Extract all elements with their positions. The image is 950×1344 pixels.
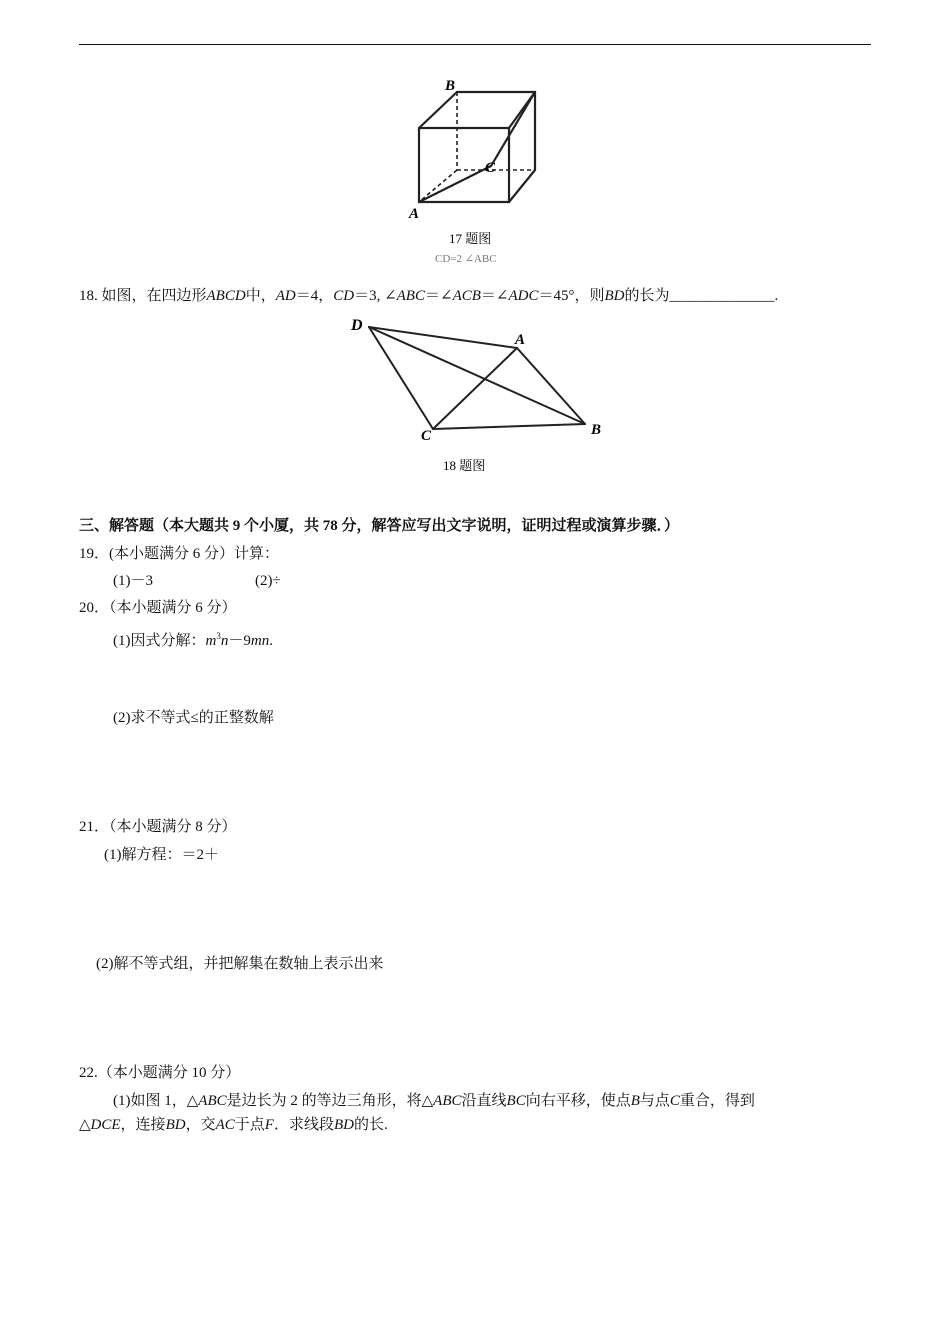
label-B: B: [591, 422, 602, 438]
figure-18-quadrilateral: [345, 312, 615, 480]
header-rule: [79, 44, 871, 45]
question-21-part-2: (2)解不等式组，并把解集在数轴上表示出来: [96, 956, 384, 972]
label-B: B: [445, 78, 456, 94]
question-20-part-1: (1)因式分解：$m^3n-9mn$.: [113, 631, 273, 649]
label-A: A: [515, 332, 526, 348]
question-21-heading: 21．（本小题满分 8 分）: [79, 819, 237, 835]
question-21-part-1: (1)解方程：＝2＋: [104, 847, 219, 863]
section-3-heading: 三、解答题（本大题共 9 个小厦，共 78 分，解答应写出文字说明，证明过程或演算步骤．）: [79, 518, 680, 534]
figure-17-cut-text: CD=2 ∠ABC: [435, 253, 497, 265]
figure-17-caption: 17 题图: [449, 231, 492, 246]
cube-edge: [509, 170, 535, 202]
label-D: D: [351, 317, 363, 334]
figure-18-caption: 18 题图: [443, 458, 486, 473]
question-19-part-2: (2)÷: [255, 573, 281, 589]
label-C: C: [421, 428, 432, 444]
edge-bc: [433, 424, 585, 429]
figure-17-cube: [395, 72, 565, 265]
question-22-line-1: (1)如图 1，△ABC是边长为 2 的等边三角形，将△ABC沿直线BC向右平移，使点B与点C重合，得到: [113, 1093, 755, 1109]
question-22-heading: 22.（本小题满分 10 分）: [79, 1065, 241, 1081]
question-20-part-2: (2)求不等式≤的正整数解: [113, 710, 274, 726]
question-19-heading: 19．(本小题满分 6 分）计算：: [79, 546, 279, 562]
edge-ab: [517, 348, 585, 424]
label-A: A: [409, 206, 420, 222]
question-20-heading: 20．（本小题满分 6 分）: [79, 600, 237, 616]
question-22-line-2: △DCE，连接BD，交AC于点F．求线段BD的长.: [79, 1117, 388, 1133]
question-19-part-1: (1)－3: [113, 573, 153, 589]
label-C: C: [485, 160, 496, 176]
cube-edge: [419, 92, 457, 128]
question-18-text: 18. 如图，在四边形ABCD中，AD＝4，CD＝3, ∠ABC＝∠ACB＝∠ADC＝45°，则BD的长为______________.: [79, 288, 779, 304]
